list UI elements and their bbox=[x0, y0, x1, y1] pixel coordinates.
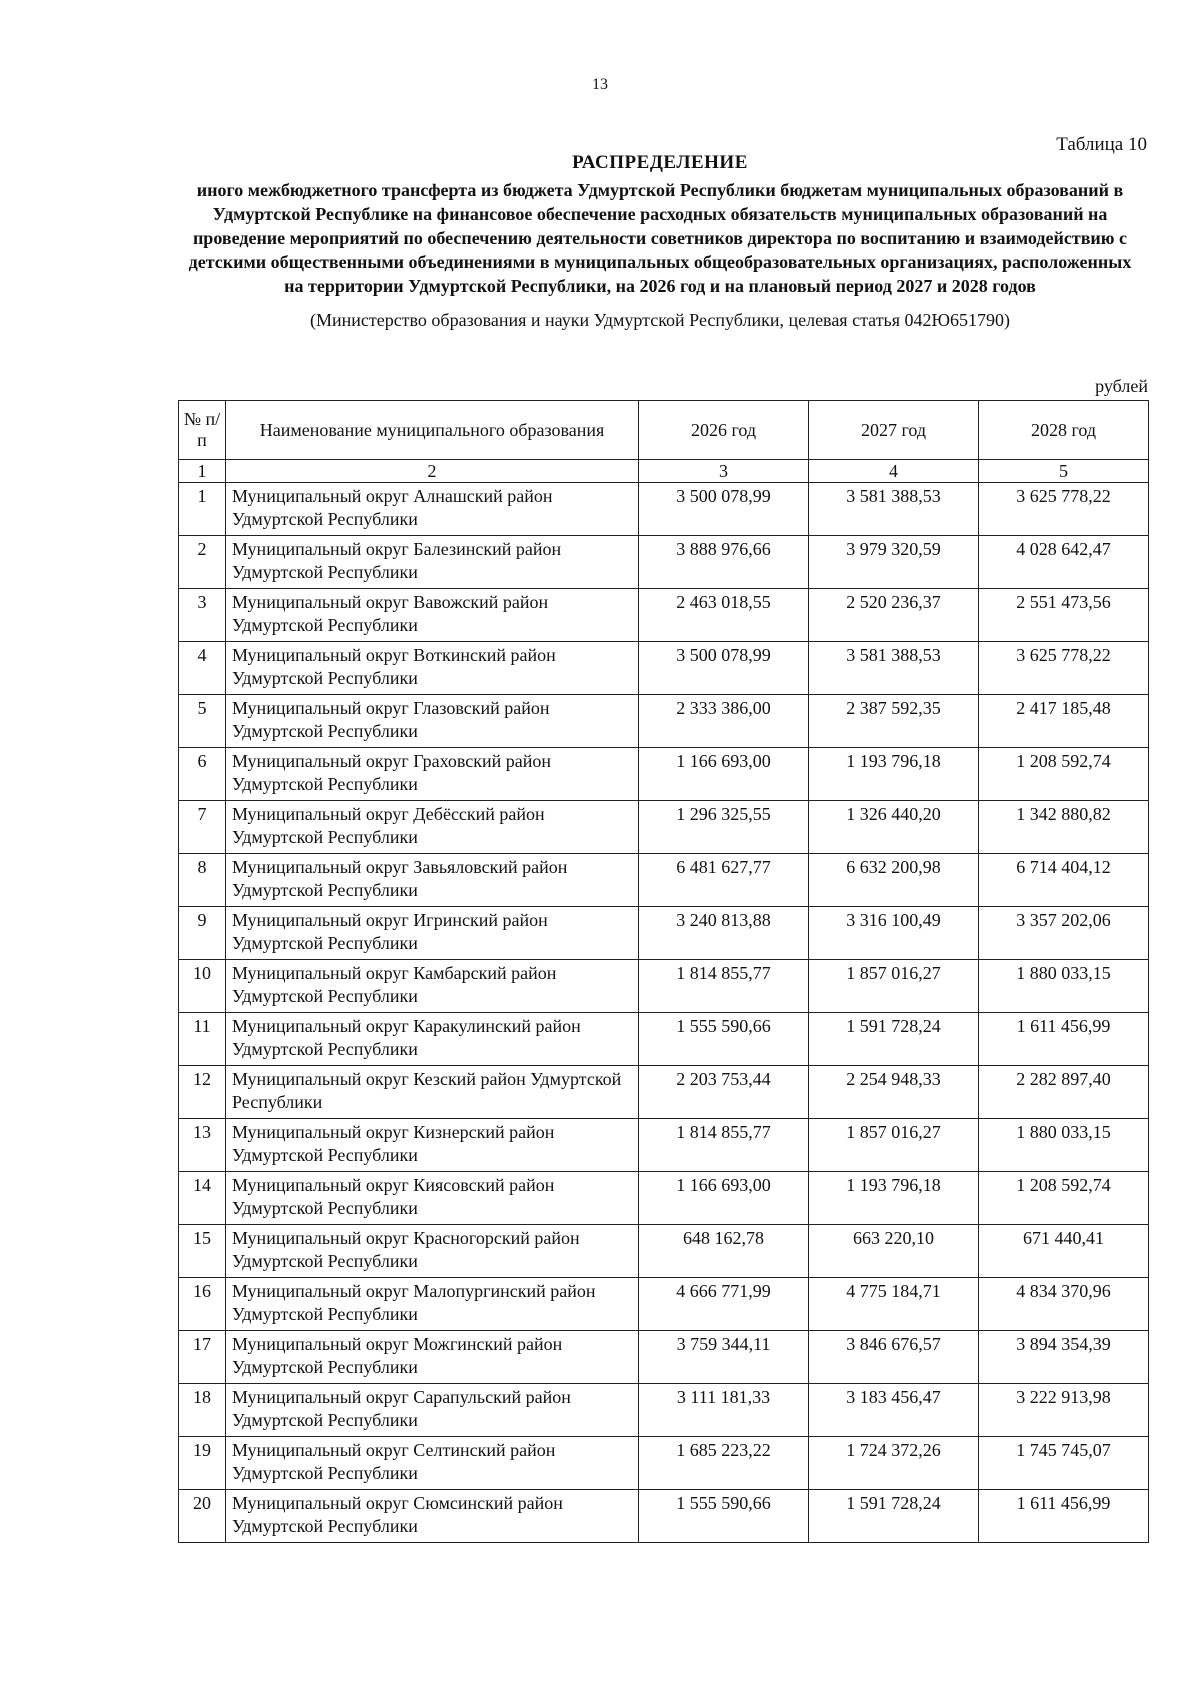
amount-2026: 3 240 813,88 bbox=[639, 907, 809, 960]
amount-2027: 1 326 440,20 bbox=[809, 801, 979, 854]
table-row bbox=[179, 1172, 1149, 1225]
column-index: 5 bbox=[979, 460, 1149, 483]
municipality-name: Муниципальный округ Селтинский район Удмуртской Республики bbox=[226, 1437, 639, 1490]
amount-2028: 2 551 473,56 bbox=[979, 589, 1149, 642]
amount-2026: 648 162,78 bbox=[639, 1225, 809, 1278]
amount-2026: 1 166 693,00 bbox=[639, 748, 809, 801]
municipality-name: Муниципальный округ Балезинский район Удмуртской Республики bbox=[226, 536, 639, 589]
amount-2028: 1 611 456,99 bbox=[979, 1013, 1149, 1066]
column-index-row bbox=[179, 460, 1149, 483]
table-row bbox=[179, 1119, 1149, 1172]
amount-2026: 6 481 627,77 bbox=[639, 854, 809, 907]
amount-2026: 2 463 018,55 bbox=[639, 589, 809, 642]
ministry-note: (Министерство образования и науки Удмуртской Республики, целевая статья 042Ю651790) bbox=[309, 310, 1011, 330]
table-row bbox=[179, 854, 1149, 907]
municipality-name: Муниципальный округ Кизнерский район Удмуртской Республики bbox=[226, 1119, 639, 1172]
municipality-name: Муниципальный округ Камбарский район Удмуртской Республики bbox=[226, 960, 639, 1013]
municipality-name: Муниципальный округ Воткинский район Удмуртской Республики bbox=[226, 642, 639, 695]
row-number: 3 bbox=[179, 589, 226, 642]
municipality-name: Муниципальный округ Глазовский район Удмуртской Республики bbox=[226, 695, 639, 748]
document-subtitle: иного межбюджетного трансферта из бюджета Удмуртской Республики бюджетам муниципальных образований в Удмуртской Республике на финансовое обеспечение расходных обязательств муниципальных образований на проведение мероприятий по обеспечению деятельности советников директора по воспитанию и взаимодействию с детскими общественными объединениями в муниципальных общеобразовательных организациях, расположенных на территории Удмуртской Республики, на 2026 год и на плановый период 2027 и 2028 годов bbox=[188, 180, 1132, 296]
row-number: 2 bbox=[179, 536, 226, 589]
amount-2028: 1 208 592,74 bbox=[979, 1172, 1149, 1225]
amount-2028: 1 208 592,74 bbox=[979, 748, 1149, 801]
amount-2028: 2 282 897,40 bbox=[979, 1066, 1149, 1119]
amount-2028: 3 222 913,98 bbox=[979, 1384, 1149, 1437]
amount-2027: 3 846 676,57 bbox=[809, 1331, 979, 1384]
amount-2027: 2 520 236,37 bbox=[809, 589, 979, 642]
column-index: 1 bbox=[179, 460, 226, 483]
table-header-row bbox=[179, 401, 1149, 460]
amount-2027: 1 193 796,18 bbox=[809, 1172, 979, 1225]
row-number: 19 bbox=[179, 1437, 226, 1490]
amount-2028: 4 028 642,47 bbox=[979, 536, 1149, 589]
amount-2027: 1 193 796,18 bbox=[809, 748, 979, 801]
amount-2026: 3 759 344,11 bbox=[639, 1331, 809, 1384]
row-number: 15 bbox=[179, 1225, 226, 1278]
municipality-name: Муниципальный округ Игринский район Удмуртской Республики bbox=[226, 907, 639, 960]
municipality-name: Муниципальный округ Сюмсинский район Удмуртской Республики bbox=[226, 1490, 639, 1543]
row-number: 5 bbox=[179, 695, 226, 748]
municipality-name: Муниципальный округ Малопургинский район Удмуртской Республики bbox=[226, 1278, 639, 1331]
amount-2027: 3 316 100,49 bbox=[809, 907, 979, 960]
page-number: 13 bbox=[592, 76, 608, 93]
amount-2027: 1 857 016,27 bbox=[809, 960, 979, 1013]
table-body bbox=[179, 483, 1149, 1543]
amount-2026: 3 111 181,33 bbox=[639, 1384, 809, 1437]
municipality-name: Муниципальный округ Вавожский район Удмуртской Республики bbox=[226, 589, 639, 642]
column-index: 3 bbox=[639, 460, 809, 483]
table-row bbox=[179, 1066, 1149, 1119]
amount-2028: 671 440,41 bbox=[979, 1225, 1149, 1278]
currency-unit: рублей bbox=[1095, 376, 1148, 396]
column-index: 2 bbox=[226, 460, 639, 483]
table-row bbox=[179, 907, 1149, 960]
amount-2027: 1 857 016,27 bbox=[809, 1119, 979, 1172]
row-number: 11 bbox=[179, 1013, 226, 1066]
amount-2028: 6 714 404,12 bbox=[979, 854, 1149, 907]
row-number: 13 bbox=[179, 1119, 226, 1172]
amount-2027: 3 183 456,47 bbox=[809, 1384, 979, 1437]
amount-2026: 1 166 693,00 bbox=[639, 1172, 809, 1225]
table-row bbox=[179, 1331, 1149, 1384]
amount-2026: 3 888 976,66 bbox=[639, 536, 809, 589]
amount-2028: 4 834 370,96 bbox=[979, 1278, 1149, 1331]
municipality-name: Муниципальный округ Кезский район Удмуртской Республики bbox=[226, 1066, 639, 1119]
row-number: 6 bbox=[179, 748, 226, 801]
row-number: 7 bbox=[179, 801, 226, 854]
table-row bbox=[179, 1384, 1149, 1437]
header-name: Наименование муниципального образования bbox=[226, 401, 639, 460]
header-2028: 2028 год bbox=[979, 401, 1149, 460]
amount-2028: 3 357 202,06 bbox=[979, 907, 1149, 960]
amount-2027: 3 581 388,53 bbox=[809, 642, 979, 695]
header-2027: 2027 год bbox=[809, 401, 979, 460]
amount-2028: 1 880 033,15 bbox=[979, 960, 1149, 1013]
column-index: 4 bbox=[809, 460, 979, 483]
distribution-table bbox=[178, 400, 1149, 1543]
table-row bbox=[179, 1278, 1149, 1331]
amount-2028: 1 342 880,82 bbox=[979, 801, 1149, 854]
municipality-name: Муниципальный округ Красногорский район Удмуртской Республики bbox=[226, 1225, 639, 1278]
amount-2026: 1 555 590,66 bbox=[639, 1013, 809, 1066]
table-row bbox=[179, 748, 1149, 801]
amount-2026: 2 333 386,00 bbox=[639, 695, 809, 748]
amount-2026: 1 685 223,22 bbox=[639, 1437, 809, 1490]
table-row bbox=[179, 536, 1149, 589]
row-number: 1 bbox=[179, 483, 226, 536]
municipality-name: Муниципальный округ Сарапульский район Удмуртской Республики bbox=[226, 1384, 639, 1437]
table-label: Таблица 10 bbox=[1056, 134, 1147, 155]
amount-2026: 1 814 855,77 bbox=[639, 1119, 809, 1172]
amount-2027: 1 591 728,24 bbox=[809, 1013, 979, 1066]
table-row bbox=[179, 1225, 1149, 1278]
amount-2026: 1 296 325,55 bbox=[639, 801, 809, 854]
header-2026: 2026 год bbox=[639, 401, 809, 460]
row-number: 17 bbox=[179, 1331, 226, 1384]
amount-2028: 1 880 033,15 bbox=[979, 1119, 1149, 1172]
amount-2027: 4 775 184,71 bbox=[809, 1278, 979, 1331]
table-row bbox=[179, 589, 1149, 642]
table-row bbox=[179, 1013, 1149, 1066]
amount-2027: 663 220,10 bbox=[809, 1225, 979, 1278]
amount-2026: 4 666 771,99 bbox=[639, 1278, 809, 1331]
amount-2026: 3 500 078,99 bbox=[639, 642, 809, 695]
amount-2027: 2 387 592,35 bbox=[809, 695, 979, 748]
municipality-name: Муниципальный округ Можгинский район Удмуртской Республики bbox=[226, 1331, 639, 1384]
table-row bbox=[179, 960, 1149, 1013]
municipality-name: Муниципальный округ Каракулинский район Удмуртской Республики bbox=[226, 1013, 639, 1066]
municipality-name: Муниципальный округ Дебёсский район Удмуртской Республики bbox=[226, 801, 639, 854]
municipality-name: Муниципальный округ Завьяловский район Удмуртской Республики bbox=[226, 854, 639, 907]
table-row bbox=[179, 1490, 1149, 1543]
row-number: 4 bbox=[179, 642, 226, 695]
amount-2026: 3 500 078,99 bbox=[639, 483, 809, 536]
amount-2027: 6 632 200,98 bbox=[809, 854, 979, 907]
amount-2028: 3 625 778,22 bbox=[979, 483, 1149, 536]
amount-2028: 3 894 354,39 bbox=[979, 1331, 1149, 1384]
row-number: 16 bbox=[179, 1278, 226, 1331]
row-number: 18 bbox=[179, 1384, 226, 1437]
row-number: 14 bbox=[179, 1172, 226, 1225]
amount-2027: 1 591 728,24 bbox=[809, 1490, 979, 1543]
amount-2026: 1 814 855,77 bbox=[639, 960, 809, 1013]
table-row bbox=[179, 483, 1149, 536]
amount-2028: 3 625 778,22 bbox=[979, 642, 1149, 695]
municipality-name: Муниципальный округ Граховский район Удмуртской Республики bbox=[226, 748, 639, 801]
row-number: 10 bbox=[179, 960, 226, 1013]
amount-2026: 2 203 753,44 bbox=[639, 1066, 809, 1119]
municipality-name: Муниципальный округ Алнашский район Удмуртской Республики bbox=[226, 483, 639, 536]
table-row bbox=[179, 642, 1149, 695]
amount-2027: 3 581 388,53 bbox=[809, 483, 979, 536]
amount-2027: 2 254 948,33 bbox=[809, 1066, 979, 1119]
row-number: 20 bbox=[179, 1490, 226, 1543]
table-row bbox=[179, 1437, 1149, 1490]
table-row bbox=[179, 695, 1149, 748]
document-heading bbox=[180, 152, 1140, 331]
amount-2028: 1 611 456,99 bbox=[979, 1490, 1149, 1543]
amount-2028: 2 417 185,48 bbox=[979, 695, 1149, 748]
amount-2027: 3 979 320,59 bbox=[809, 536, 979, 589]
amount-2026: 1 555 590,66 bbox=[639, 1490, 809, 1543]
row-number: 9 bbox=[179, 907, 226, 960]
row-number: 12 bbox=[179, 1066, 226, 1119]
row-number: 8 bbox=[179, 854, 226, 907]
amount-2027: 1 724 372,26 bbox=[809, 1437, 979, 1490]
table-row bbox=[179, 801, 1149, 854]
amount-2028: 1 745 745,07 bbox=[979, 1437, 1149, 1490]
municipality-name: Муниципальный округ Киясовский район Удмуртской Республики bbox=[226, 1172, 639, 1225]
header-number: № п/п bbox=[179, 401, 226, 460]
document-title: РАСПРЕДЕЛЕНИЕ bbox=[572, 152, 748, 173]
